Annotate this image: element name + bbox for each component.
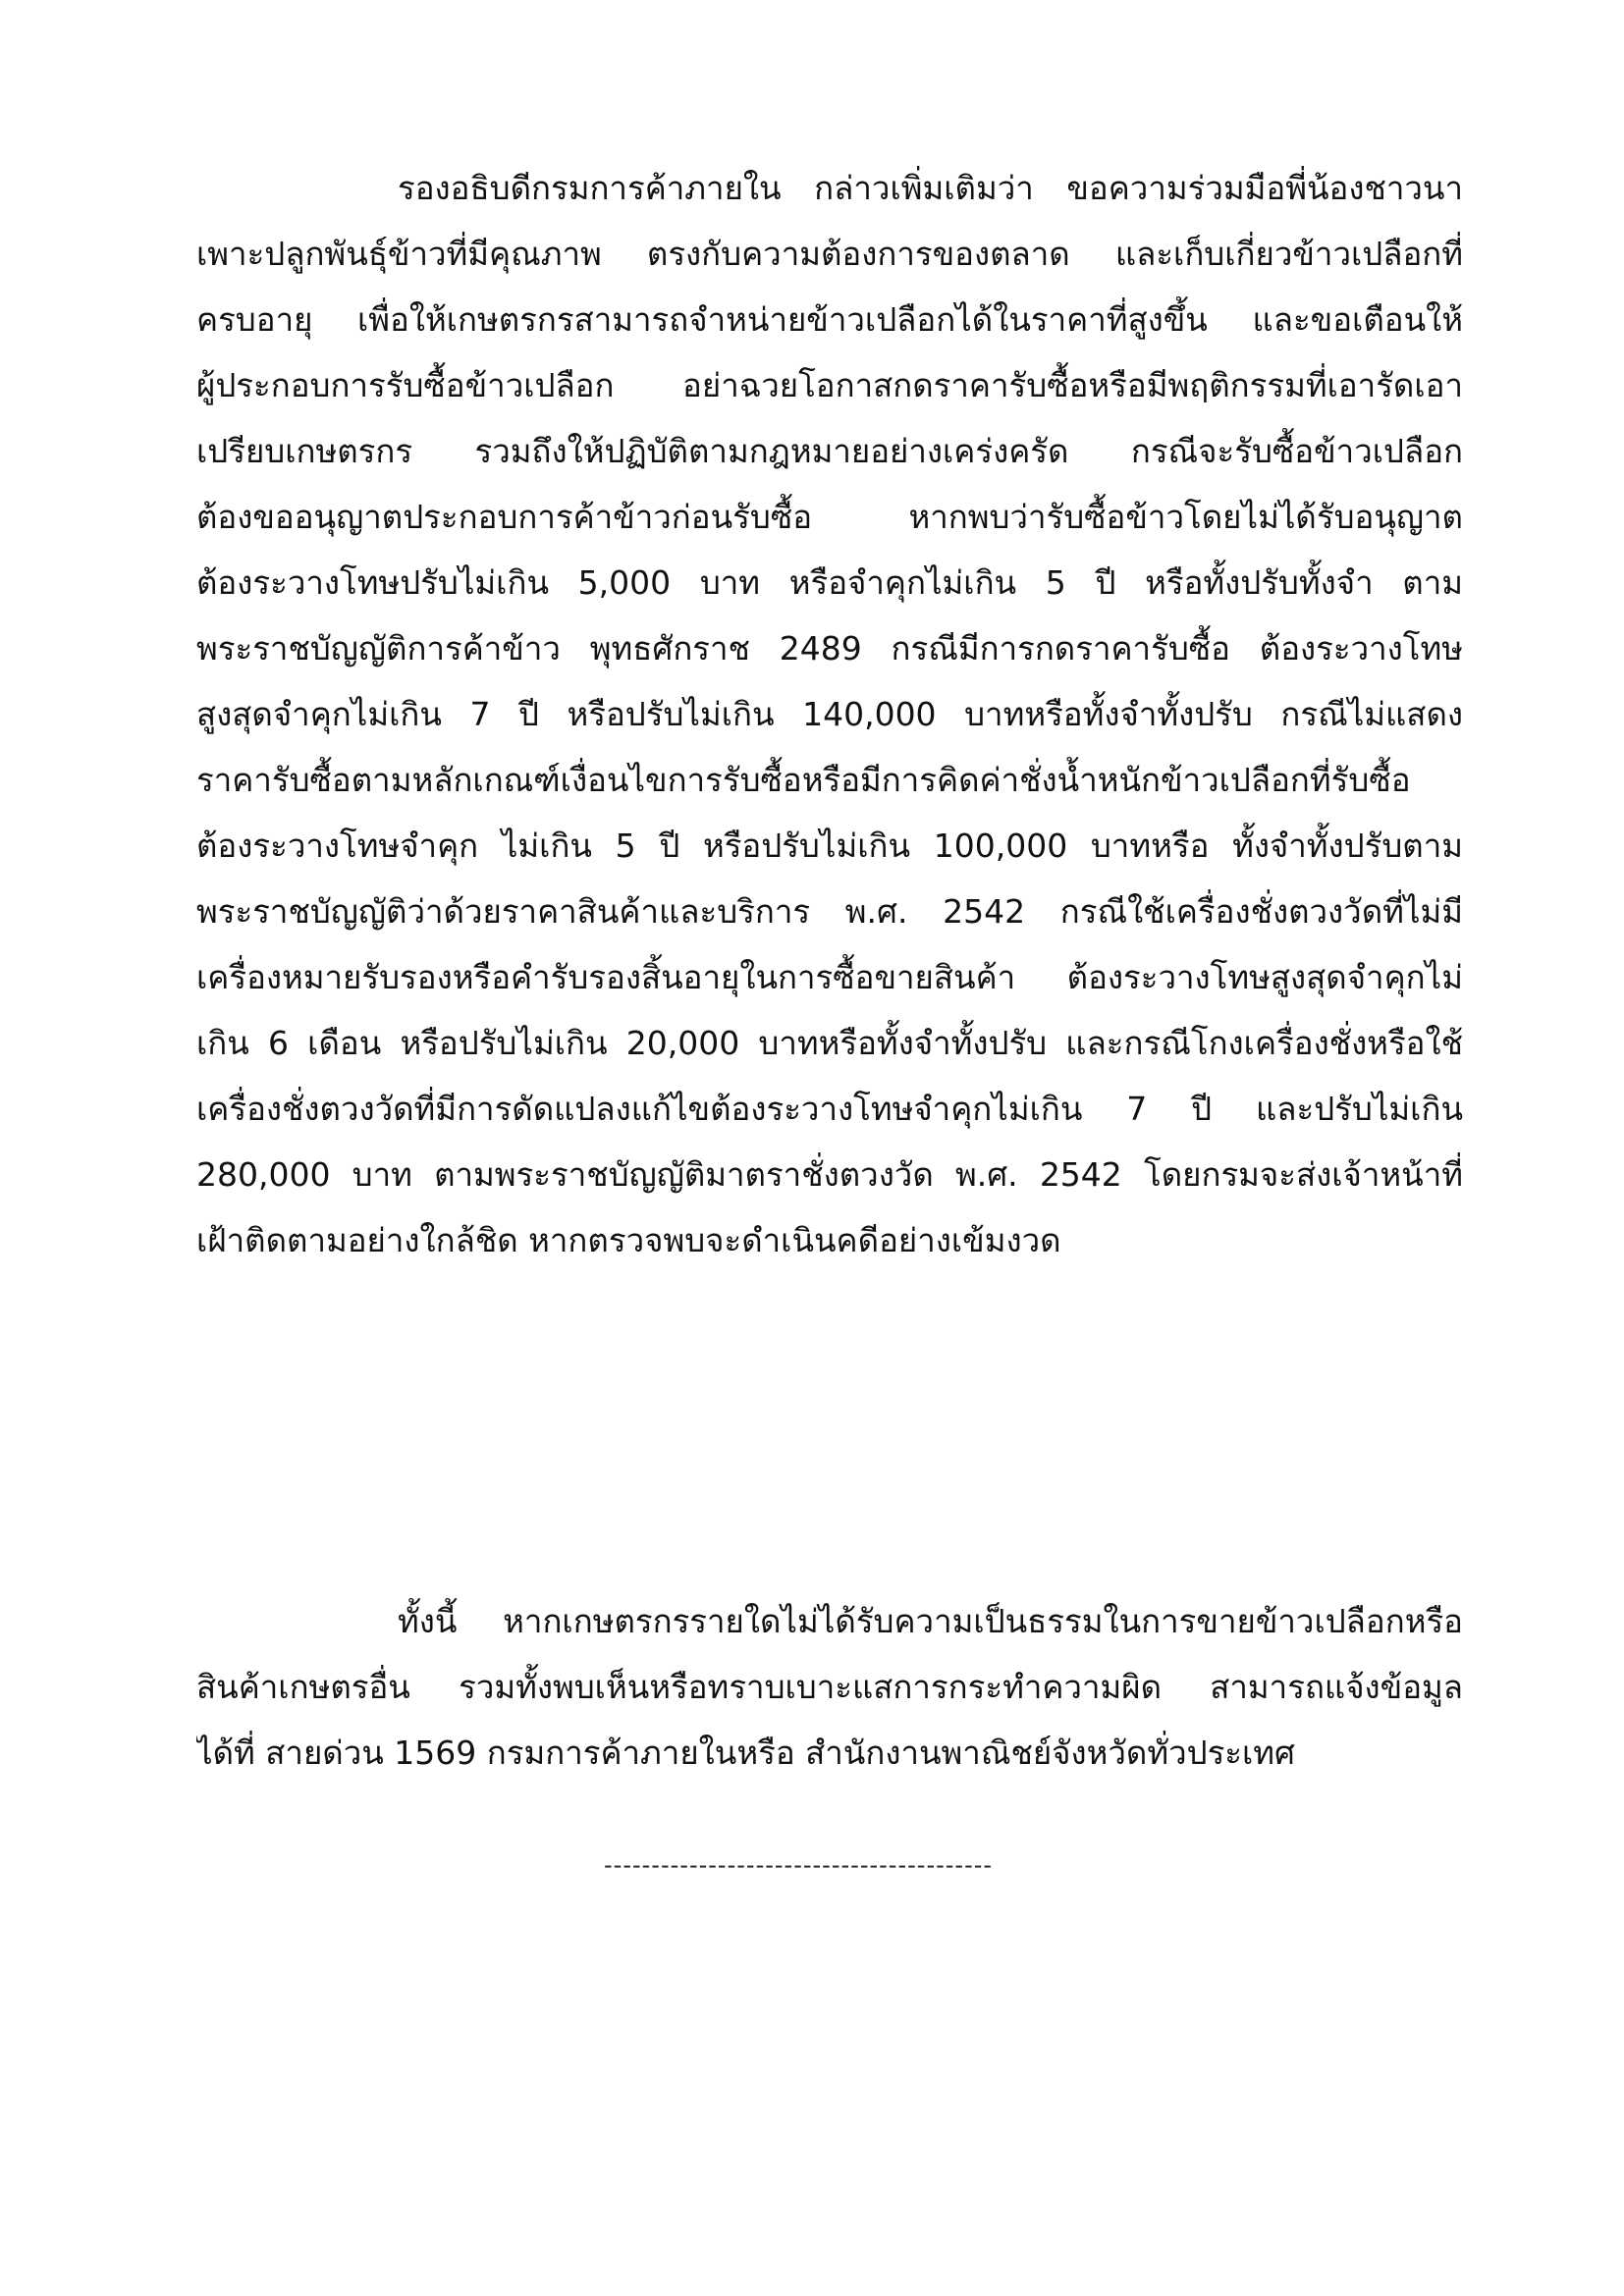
paragraph-line: เปรียบเกษตรกร รวมถึงให้ปฏิบัติตามกฎหมายอย่างเคร่งครัด กรณีจะรับซื้อข้าวเปลือก bbox=[196, 432, 1463, 470]
paragraph-line: ทั้งนี้ หากเกษตรกรรายใดไม่ได้รับความเป็นธรรมในการขายข้าวเปลือกหรือ bbox=[398, 1602, 1463, 1640]
paragraph-line: พระราชบัญญัติว่าด้วยราคาสินค้าและบริการ พ.ศ. 2542 กรณีใช้เครื่องชั่งตวงวัดที่ไม่มี bbox=[196, 892, 1463, 931]
end-divider: ----------------------------------------- bbox=[604, 1851, 994, 1879]
paragraph-line: เครื่องหมายรับรองหรือคำรับรองสิ้นอายุในการซื้อขายสินค้า ต้องระวางโทษสูงสุดจำคุกไม่ bbox=[196, 958, 1463, 996]
paragraph-line: รองอธิบดีกรมการค้าภายใน กล่าวเพิ่มเติมว่า ขอความร่วมมือพี่น้องชาวนา bbox=[398, 169, 1463, 207]
paragraph-line: สูงสุดจำคุกไม่เกิน 7 ปี หรือปรับไม่เกิน 140,000 บาทหรือทั้งจำทั้งปรับ กรณีไม่แสดง bbox=[196, 695, 1463, 733]
paragraph-line: ผู้ประกอบการรับซื้อข้าวเปลือก อย่าฉวยโอกาสกดราคารับซื้อหรือมีพฤติกรรมที่เอารัดเอา bbox=[196, 366, 1463, 404]
paragraph-line: เครื่องชั่งตวงวัดที่มีการดัดแปลงแก้ไขต้องระวางโทษจำคุกไม่เกิน 7 ปี และปรับไม่เกิน bbox=[196, 1090, 1463, 1128]
paragraph-hotline bbox=[196, 1588, 1463, 1786]
paragraph-line: ครบอายุ เพื่อให้เกษตรกรสามารถจำหน่ายข้าวเปลือกได้ในราคาที่สูงขึ้น และขอเตือนให้ bbox=[196, 300, 1463, 339]
paragraph-penalties bbox=[196, 155, 1463, 1273]
paragraph-line: ต้องระวางโทษจำคุก ไม่เกิน 5 ปี หรือปรับไม่เกิน 100,000 บาทหรือ ทั้งจำทั้งปรับตาม bbox=[196, 827, 1463, 865]
paragraph-line: เพาะปลูกพันธุ์ข้าวที่มีคุณภาพ ตรงกับความต้องการของตลาด และเก็บเกี่ยวข้าวเปลือกที่ bbox=[196, 235, 1463, 273]
paragraph-line: ได้ที่ สายด่วน 1569 กรมการค้าภายในหรือ สำนักงานพาณิชย์จังหวัดทั่วประเทศ bbox=[196, 1734, 1296, 1772]
paragraph-line: ต้องขออนุญาตประกอบการค้าข้าวก่อนรับซื้อ หากพบว่ารับซื้อข้าวโดยไม่ได้รับอนุญาต bbox=[196, 498, 1463, 536]
paragraph-line: เฝ้าติดตามอย่างใกล้ชิด หากตรวจพบจะดำเนินคดีอย่างเข้มงวด bbox=[196, 1221, 1061, 1259]
paragraph-line: เกิน 6 เดือน หรือปรับไม่เกิน 20,000 บาทหรือทั้งจำทั้งปรับ และกรณีโกงเครื่องชั่งหรือใช้ bbox=[196, 1024, 1463, 1062]
paragraph-line: สินค้าเกษตรอื่น รวมทั้งพบเห็นหรือทราบเบาะแสการกระทำความผิด สามารถแจ้งข้อมูล bbox=[196, 1668, 1463, 1706]
paragraph-line: พระราชบัญญัติการค้าข้าว พุทธศักราช 2489 กรณีมีการกดราคารับซื้อ ต้องระวางโทษ bbox=[196, 629, 1463, 667]
paragraph-line: ราคารับซื้อตามหลักเกณฑ์เงื่อนไขการรับซื้อหรือมีการคิดค่าชั่งน้ำหนักข้าวเปลือกที่รับซื้อ bbox=[196, 761, 1411, 799]
paragraph-line: 280,000 บาท ตามพระราชบัญญัติมาตราชั่งตวงวัด พ.ศ. 2542 โดยกรมจะส่งเจ้าหน้าที่ bbox=[196, 1155, 1463, 1194]
paragraph-line: ต้องระวางโทษปรับไม่เกิน 5,000 บาท หรือจำคุกไม่เกิน 5 ปี หรือทั้งปรับทั้งจำ ตาม bbox=[196, 563, 1463, 602]
